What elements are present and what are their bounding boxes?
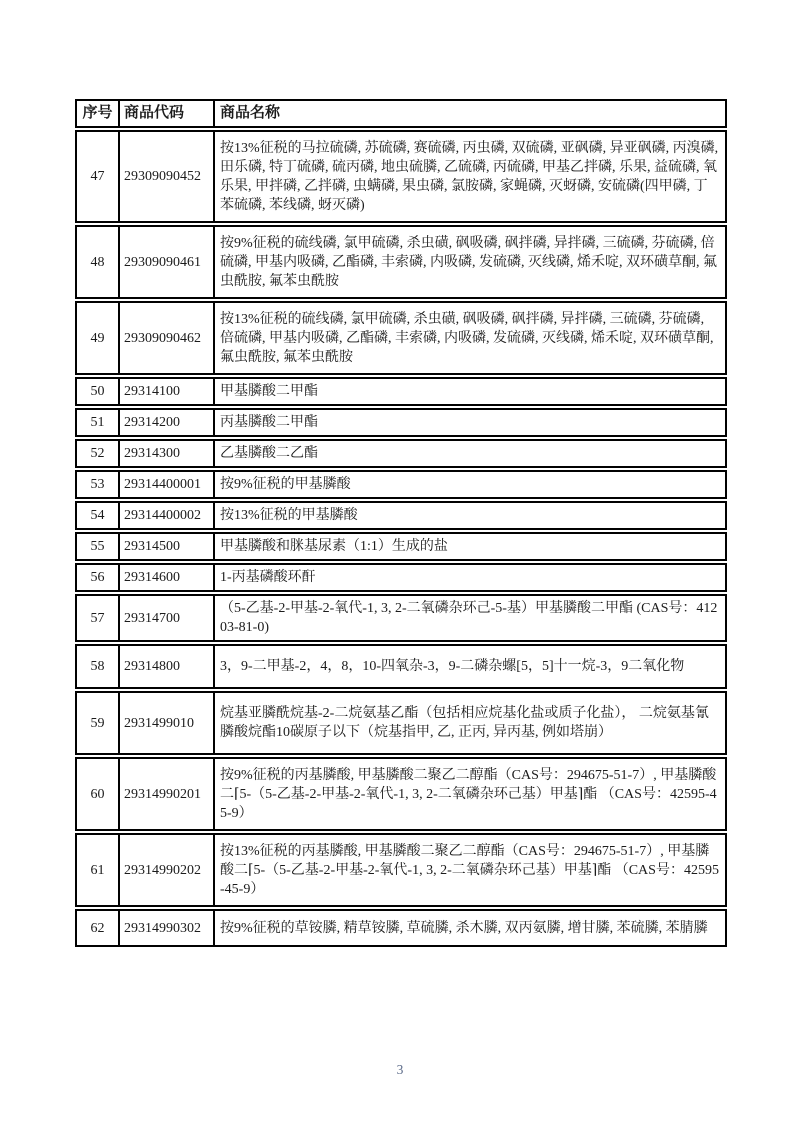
table-row [75,377,727,406]
serial-cell: 62 [75,909,120,947]
code-cell: 29314990201 [120,757,215,831]
name-cell: 3，9-二甲基-2，4，8，10-四氧杂-3，9-二磷杂螺[5，5]十一烷-3，9二氧化物 [215,644,727,689]
serial-cell: 50 [75,377,120,406]
code-cell: 29314200 [120,408,215,437]
table-row [75,594,727,642]
serial-cell: 48 [75,225,120,299]
table-row [75,439,727,468]
table-row [75,833,727,907]
table-row [75,301,727,375]
name-cell: 按9%征税的甲基膦酸 [215,470,727,499]
name-cell: 乙基膦酸二乙酯 [215,439,727,468]
table-row [75,501,727,530]
serial-cell: 59 [75,691,120,755]
name-cell: 1-丙基磷酸环酐 [215,563,727,592]
commodity-table [75,97,727,949]
serial-cell: 56 [75,563,120,592]
table-row [75,408,727,437]
name-cell: 丙基膦酸二甲酯 [215,408,727,437]
header-commodity-name: 商品名称 [215,99,727,128]
name-cell: 甲基膦酸二甲酯 [215,377,727,406]
serial-cell: 49 [75,301,120,375]
name-cell: 按13%征税的马拉硫磷, 苏硫磷, 赛硫磷, 丙虫磷, 双硫磷, 亚砜磷, 异亚砜磷, 丙溴磷, 田乐磷, 特丁硫磷, 硫丙磷, 地虫硫膦, 乙硫磷, 丙硫磷, 甲基乙拌磷, 乐果, 益硫磷, 氧乐果, 甲拌磷, 乙拌磷, 虫螨磷, 果虫磷, 氯胺磷, 家蝇磷, 灭蚜磷, 安硫磷(四甲磷, 丁苯硫磷, 苯线磷, 蚜灭磷) [215,130,727,223]
serial-cell: 58 [75,644,120,689]
code-cell: 29314600 [120,563,215,592]
name-cell: 甲基膦酸和脒基尿素（1:1）生成的盐 [215,532,727,561]
code-cell: 29309090452 [120,130,215,223]
code-cell: 29309090462 [120,301,215,375]
table-row [75,225,727,299]
serial-cell: 52 [75,439,120,468]
serial-cell: 53 [75,470,120,499]
table-row [75,563,727,592]
name-cell: （5-乙基-2-甲基-2-氧代-1, 3, 2-二氧磷杂环己-5-基）甲基膦酸二甲酯 (CAS号：41203-81-0) [215,594,727,642]
code-cell: 29314700 [120,594,215,642]
page-number: 3 [396,1062,404,1077]
name-cell: 按9%征税的硫线磷, 氯甲硫磷, 杀虫磺, 砜吸磷, 砜拌磷, 异拌磷, 三硫磷, 芬硫磷, 倍硫磷, 甲基内吸磷, 乙酯磷, 丰索磷, 内吸磷, 发硫磷, 灭线磷, 烯禾啶, 双环磺草酮, 氟虫酰胺, 氟苯虫酰胺 [215,225,727,299]
table-header-row [75,99,727,128]
serial-cell: 54 [75,501,120,530]
code-cell: 29314100 [120,377,215,406]
serial-cell: 57 [75,594,120,642]
serial-cell: 55 [75,532,120,561]
serial-cell: 60 [75,757,120,831]
header-commodity-code: 商品代码 [120,99,215,128]
code-cell: 29314400001 [120,470,215,499]
name-cell: 烷基亚膦酰烷基-2-二烷氨基乙酯（包括相应烷基化盐或质子化盐）， 二烷氨基氰膦酸烷酯10碳原子以下（烷基指甲, 乙, 正丙, 异丙基, 例如塔崩） [215,691,727,755]
table-row [75,130,727,223]
table-row [75,757,727,831]
table-row [75,470,727,499]
table-row [75,909,727,947]
code-cell: 29314400002 [120,501,215,530]
code-cell: 2931499010 [120,691,215,755]
name-cell: 按13%征税的甲基膦酸 [215,501,727,530]
name-cell: 按9%征税的丙基膦酸, 甲基膦酸二聚乙二醇酯（CAS号：294675-51-7）, 甲基膦酸二⌈5-（5-乙基-2-甲基-2-氧代-1, 3, 2-二氧磷杂环己基）甲基⌉酯 （CAS号：42595-45-9） [215,757,727,831]
code-cell: 29314500 [120,532,215,561]
table-row [75,691,727,755]
code-cell: 29314300 [120,439,215,468]
header-serial-number: 序号 [75,99,120,128]
name-cell: 按9%征税的草铵膦, 精草铵膦, 草硫膦, 杀木膦, 双丙氨膦, 增甘膦, 苯硫膦, 苯腈膦 [215,909,727,947]
serial-cell: 61 [75,833,120,907]
code-cell: 29314990202 [120,833,215,907]
table-row [75,532,727,561]
serial-cell: 47 [75,130,120,223]
code-cell: 29314990302 [120,909,215,947]
table-body [75,130,727,947]
name-cell: 按13%征税的硫线磷, 氯甲硫磷, 杀虫磺, 砜吸磷, 砜拌磷, 异拌磷, 三硫磷, 芬硫磷, 倍硫磷, 甲基内吸磷, 乙酯磷, 丰索磷, 内吸磷, 发硫磷, 灭线磷, 烯禾啶, 双环磺草酮, 氟虫酰胺, 氟苯虫酰胺 [215,301,727,375]
code-cell: 29309090461 [120,225,215,299]
name-cell: 按13%征税的丙基膦酸, 甲基膦酸二聚乙二醇酯（CAS号：294675-51-7）, 甲基膦酸二⌈5-（5-乙基-2-甲基-2-氧代-1, 3, 2-二氧磷杂环己基）甲基⌉酯 （CAS号：42595-45-9） [215,833,727,907]
code-cell: 29314800 [120,644,215,689]
serial-cell: 51 [75,408,120,437]
table-row [75,644,727,689]
